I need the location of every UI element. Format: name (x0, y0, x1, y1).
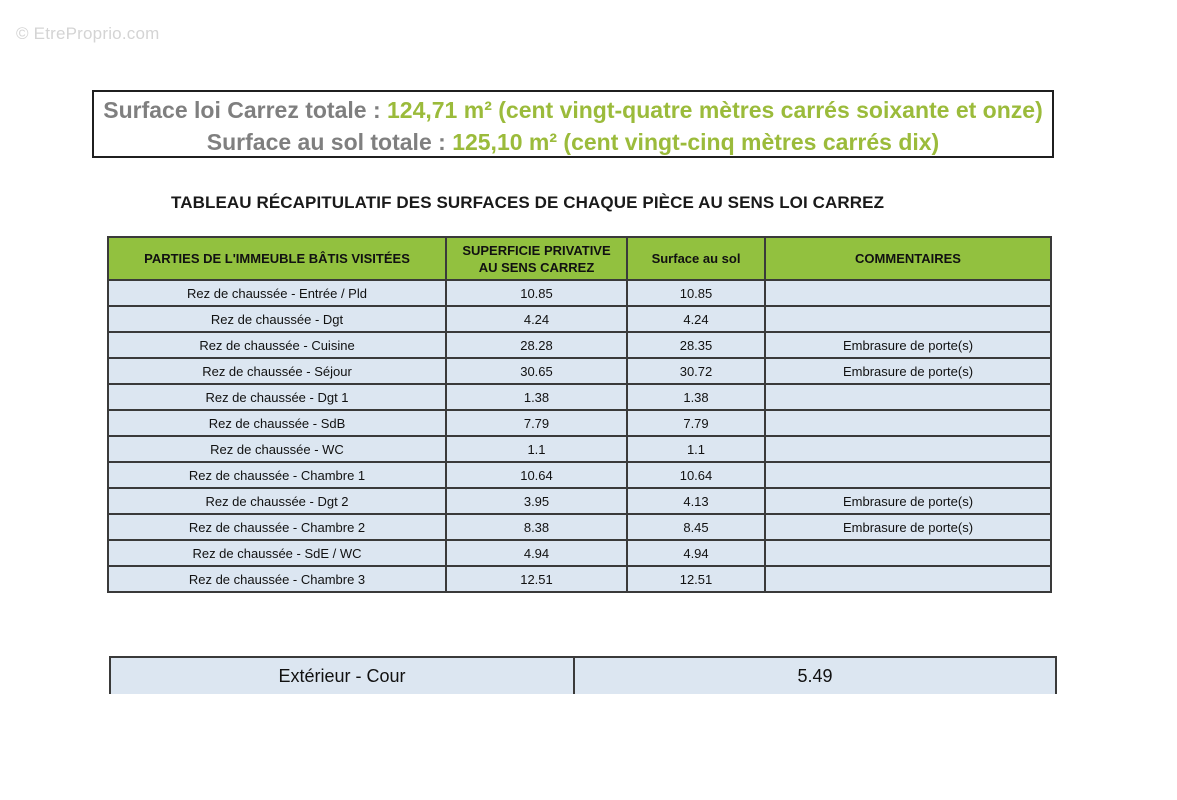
header-superficie-carrez (446, 237, 627, 280)
cell-surface-sol: 4.13 (627, 488, 765, 514)
cell-room-name: Rez de chaussée - WC (108, 436, 446, 462)
cell-surface-sol: 28.35 (627, 332, 765, 358)
cell-superficie-carrez: 3.95 (446, 488, 627, 514)
cell-room-name: Rez de chaussée - Séjour (108, 358, 446, 384)
cell-superficie-carrez: 30.65 (446, 358, 627, 384)
cell-room-name: Rez de chaussée - Chambre 2 (108, 514, 446, 540)
cell-superficie-carrez: 10.85 (446, 280, 627, 306)
surface-summary-box (92, 90, 1054, 158)
cell-surface-sol: 4.94 (627, 540, 765, 566)
watermark: © EtreProprio.com (16, 24, 160, 43)
cell-room-name: Rez de chaussée - Entrée / Pld (108, 280, 446, 306)
table-row (108, 332, 1051, 358)
header-parties: PARTIES DE L'IMMEUBLE BÂTIS VISITÉES (108, 237, 446, 280)
cell-surface-sol: 1.38 (627, 384, 765, 410)
cell-commentaire (765, 436, 1051, 462)
cell-superficie-carrez: 1.38 (446, 384, 627, 410)
cell-surface-sol: 4.24 (627, 306, 765, 332)
cell-room-name: Rez de chaussée - SdB (108, 410, 446, 436)
cell-commentaire: Embrasure de porte(s) (765, 514, 1051, 540)
cell-superficie-carrez: 10.64 (446, 462, 627, 488)
cell-surface-sol: 10.64 (627, 462, 765, 488)
cell-surface-sol: 12.51 (627, 566, 765, 592)
cell-superficie-carrez: 12.51 (446, 566, 627, 592)
cell-commentaire: Embrasure de porte(s) (765, 332, 1051, 358)
exterior-table (109, 656, 1057, 694)
cell-room-name: Rez de chaussée - Chambre 3 (108, 566, 446, 592)
cell-commentaire: Embrasure de porte(s) (765, 488, 1051, 514)
cell-surface-sol: 10.85 (627, 280, 765, 306)
cell-commentaire (765, 410, 1051, 436)
table-header-row (108, 237, 1051, 280)
table-row (108, 514, 1051, 540)
table-title: TABLEAU RÉCAPITULATIF DES SURFACES DE CHAQUE PIÈCE AU SENS LOI CARREZ (171, 193, 885, 212)
header-commentaires: COMMENTAIRES (765, 237, 1051, 280)
table-body (108, 280, 1051, 592)
carrez-total-value: 124,71 m² (cent vingt-quatre mètres carrés soixante et onze) (387, 97, 1043, 123)
cell-room-name: Rez de chaussée - Chambre 1 (108, 462, 446, 488)
cell-room-name: Rez de chaussée - Dgt 1 (108, 384, 446, 410)
cell-surface-sol: 8.45 (627, 514, 765, 540)
header-surface-sol: Surface au sol (627, 237, 765, 280)
summary-line-carrez (94, 94, 1052, 126)
cell-superficie-carrez: 4.24 (446, 306, 627, 332)
cell-commentaire (765, 280, 1051, 306)
header-superficie-carrez-text: SUPERFICIE PRIVATIVE AU SENS CARREZ (462, 242, 611, 275)
cell-room-name: Rez de chaussée - Dgt 2 (108, 488, 446, 514)
cell-superficie-carrez: 4.94 (446, 540, 627, 566)
cell-superficie-carrez: 8.38 (446, 514, 627, 540)
carrez-total-label: Surface loi Carrez totale : (103, 97, 387, 123)
exterior-row (110, 657, 1056, 694)
cell-commentaire (765, 384, 1051, 410)
table-row (108, 566, 1051, 592)
table-row (108, 436, 1051, 462)
cell-room-name: Rez de chaussée - SdE / WC (108, 540, 446, 566)
exterior-value: 5.49 (574, 657, 1056, 694)
cell-room-name: Rez de chaussée - Dgt (108, 306, 446, 332)
cell-commentaire: Embrasure de porte(s) (765, 358, 1051, 384)
summary-line-sol (94, 126, 1052, 158)
cell-surface-sol: 1.1 (627, 436, 765, 462)
table-row (108, 358, 1051, 384)
cell-surface-sol: 7.79 (627, 410, 765, 436)
sol-total-label: Surface au sol totale : (206, 129, 453, 155)
table-row (108, 462, 1051, 488)
cell-commentaire (765, 540, 1051, 566)
table-row (108, 488, 1051, 514)
cell-commentaire (765, 306, 1051, 332)
cell-commentaire (765, 566, 1051, 592)
cell-superficie-carrez: 28.28 (446, 332, 627, 358)
sol-total-value: 125,10 m² (cent vingt-cinq mètres carrés dix) (452, 129, 940, 155)
cell-room-name: Rez de chaussée - Cuisine (108, 332, 446, 358)
table-row (108, 540, 1051, 566)
table-row (108, 306, 1051, 332)
cell-superficie-carrez: 7.79 (446, 410, 627, 436)
exterior-label: Extérieur - Cour (110, 657, 574, 694)
table-row (108, 280, 1051, 306)
surfaces-table (107, 236, 1052, 593)
cell-surface-sol: 30.72 (627, 358, 765, 384)
cell-superficie-carrez: 1.1 (446, 436, 627, 462)
table-row (108, 384, 1051, 410)
table-row (108, 410, 1051, 436)
cell-commentaire (765, 462, 1051, 488)
